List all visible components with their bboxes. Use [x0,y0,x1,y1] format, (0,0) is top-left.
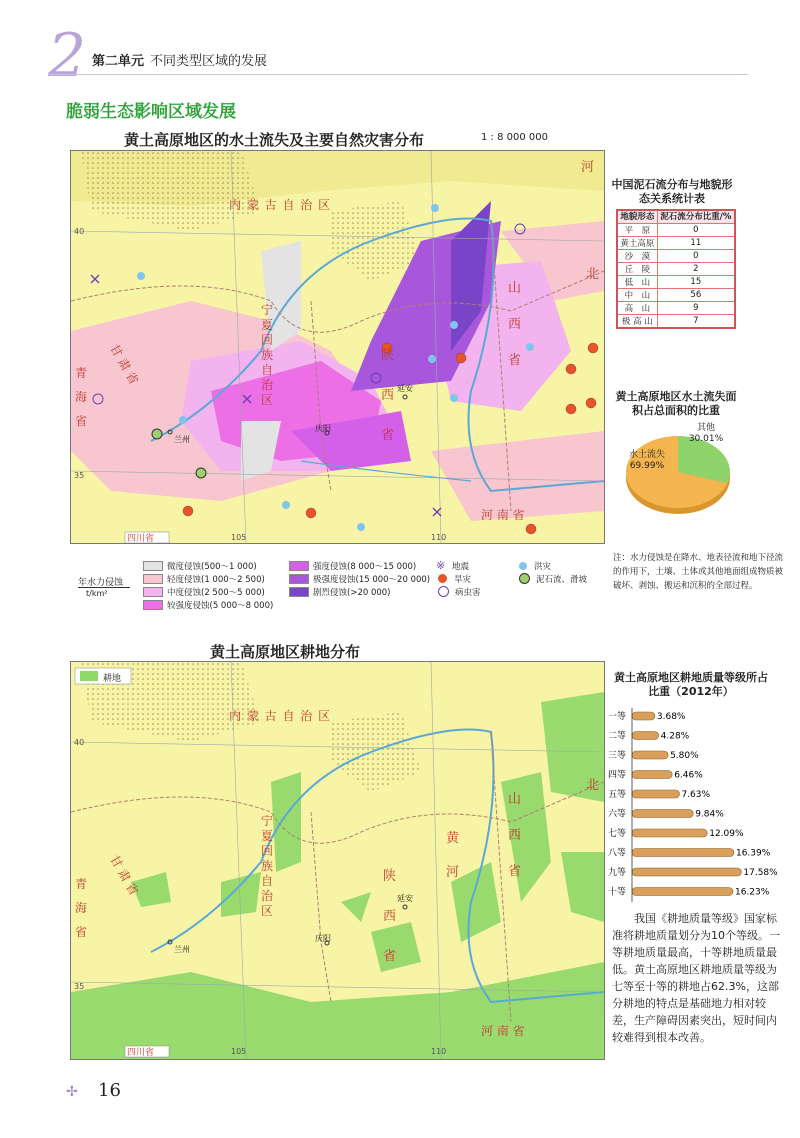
label-yanan: 延安 [397,894,413,903]
erosion-legend-col2 [289,559,439,598]
table-row: 沙 漠 0 [617,250,735,263]
legend-item: 病虫害 [436,585,516,598]
lat-35: 35 [74,471,85,480]
label-lanzhou: 兰州 [174,435,190,444]
label-bei: 北 [586,267,600,282]
grade-value-label: 12.09% [709,829,744,839]
grade-bar [632,829,707,837]
hazard-legend-col1 [436,559,516,598]
label-sichuan: 四川省 [127,534,155,544]
label-qingyang: 庆阳 [315,424,331,433]
label-he: 河 [581,160,595,175]
pie-label-loss [622,450,672,472]
landslide-icon [519,573,530,584]
legend-unit: t/km² [86,589,108,598]
lon-110: 110 [431,533,447,542]
grade-tick-label: 九等 [608,868,627,878]
legend-item: 剧烈侵蚀(>20 000) [289,585,439,598]
pie-other-label: 其他 [696,423,715,433]
label-lanzhou: 兰州 [174,945,190,954]
pie-loss-value: 69.99% [629,461,665,471]
section-title: 脆弱生态影响区域发展 [66,102,236,122]
label-qinghai: 青 海 省 [75,366,88,428]
legend-item: 极强度侵蚀(15 000～20 000) [289,572,439,585]
header-divider [48,74,748,75]
flood-icon [519,562,527,570]
grade-tick-label: 六等 [608,809,627,820]
legend-item: 较强度侵蚀(5 000～8 000) [143,598,303,611]
label-gansu: 甘 肃 省 [107,342,142,387]
hazard-legend-col2 [517,559,607,585]
grade-bar [632,732,659,740]
table-row: 黄土高原 11 [617,237,735,250]
label-qinghai: 青 海 省 [75,877,88,939]
grade-tick-label: 七等 [608,829,627,839]
label-henan: 河 南 省 [481,508,525,522]
unit-title: 不同类型区域的发展 [150,54,268,69]
map2-title: 黄土高原地区耕地分布 [210,643,361,661]
grade-value-label: 4.28% [660,731,690,742]
grade-value-label: 5.80% [670,751,699,761]
grade-value-label: 6.46% [674,770,703,781]
legend-item: 中度侵蚀(2 500～5 000) [143,585,303,598]
map1-title: 黄土高原地区的水土流失及主要自然灾害分布 [124,131,425,149]
grade-value-label: 9.84% [695,809,724,820]
lat-35: 35 [74,982,85,991]
farmland-map [70,661,605,1060]
table-row: 高 山 9 [617,302,735,315]
label-henan: 河 南 省 [481,1024,525,1038]
grade-chart-title: 黄土高原地区耕地质量等级所占比重（2012年） [614,671,768,698]
label-shaanxi: 陕 西 省 [381,348,395,443]
legend-heading: 年水力侵蚀 [78,578,124,588]
pie-other-value: 30.01% [688,434,724,444]
legend-item: 旱灾 [436,572,516,585]
grade-value-label: 16.39% [735,848,771,859]
erosion-note: 注：水力侵蚀是在降水、地表径流和地下径流的作用下，土壤、土体或其他地面组成物质被破坏、剥蚀、搬运和沉积的全部过程。 [613,553,784,591]
landform-header-0: 地貌形态 [617,210,657,224]
unit-number: 2 [48,21,87,91]
label-neimenggu: 内 蒙 古 自 治 区 [229,198,332,212]
grade-value-label: 7.63% [681,790,711,800]
grade-tick-label: 五等 [608,790,627,800]
table-row: 平 原 0 [617,224,735,237]
unit-label: 第二单元 [92,54,145,69]
pie-loss-label: 水土流失 [628,450,665,460]
grade-bar [632,849,734,857]
grade-tick-label: 二等 [608,731,627,742]
grade-bar [632,712,655,720]
legend-item: 微度侵蚀(500～1 000) [143,559,303,572]
label-shanxi: 山 西 省 [508,792,522,879]
grade-value-label: 3.68% [656,712,686,722]
grade-bar [632,771,672,779]
grade-tick-label: 三等 [608,751,627,761]
grade-bar [632,868,741,876]
grade-value-label: 16.23% [734,887,770,898]
pest-icon [438,586,449,597]
label-shaanxi: 陕 西 省 [383,869,397,964]
label-neimenggu: 内 蒙 古 自 治 区 [229,709,332,723]
table-row: 丘 陵 2 [617,263,735,276]
lon-105: 105 [231,533,247,542]
label-sichuan: 四川省 [127,1048,155,1058]
grade-bar [632,751,668,759]
label-ningxia: 宁 夏 回 族 自 治 区 [261,303,274,407]
table-row: 低 山 15 [617,276,735,289]
grade-bar-chart [608,706,788,902]
label-shanxi: 山 西 省 [508,281,522,368]
legend-item: 泥石流、滑坡 [517,572,607,585]
grade-bar [632,810,693,818]
pie-title: 黄土高原地区水土流失面积占总面积的比重 [615,390,737,417]
lon-110: 110 [431,1047,447,1056]
grade-bar [632,790,679,798]
farmland-paragraph: 我国《耕地质量等级》国家标准将耕地质量划分为10个等级。一等耕地质量最高，十等耕地质量最低。黄土高原地区耕地质量等级为七等至十等的耕地占62.3%，这部分耕地的特点是基础地力相对较差，生产障碍因素突出，短时间内较难得到根本改善。 [612,912,780,1044]
grade-tick-label: 一等 [608,712,627,722]
grade-bar [632,888,733,896]
label-qingyang: 庆阳 [315,934,331,943]
erosion-map [70,150,605,544]
label-bei: 北 [586,778,600,793]
label-ningxia: 宁 夏 回 族 自 治 区 [261,814,274,918]
legend-item: 洪灾 [517,559,607,572]
legend-item: 轻度侵蚀(1 000～2 500) [143,572,303,585]
map1-scale: 1 : 8 000 000 [481,132,548,143]
label-gansu: 甘 肃 省 [107,853,142,898]
earthquake-icon: ※ [436,559,446,572]
landform-table [616,209,736,329]
table-row: 中 山 56 [617,289,735,302]
page-ornament-icon: ✢ [66,1084,78,1100]
erosion-legend-col1 [143,559,303,611]
lat-40: 40 [74,738,85,747]
lat-40: 40 [74,227,85,236]
drought-icon [438,574,447,583]
landform-table-title: 中国泥石流分布与地貌形态关系统计表 [611,178,733,205]
label-huanghe: 黄 河 [446,831,460,880]
table-row: 极 高 山 7 [617,315,735,329]
legend-item: 强度侵蚀(8 000～15 000) [289,559,439,572]
grade-tick-label: 十等 [608,887,627,898]
pie-label-other [686,423,726,445]
label-yanan: 延安 [397,384,413,393]
grade-value-label: 17.58% [743,868,778,878]
farmland-legend-label: 耕地 [103,674,122,684]
lon-105: 105 [231,1047,247,1056]
page-number: 16 [98,1080,121,1101]
grade-tick-label: 四等 [608,770,627,781]
landform-header-1: 泥石流分布比重/% [657,210,735,224]
grade-tick-label: 八等 [608,848,627,859]
legend-item: ※ 地震 [436,559,470,572]
